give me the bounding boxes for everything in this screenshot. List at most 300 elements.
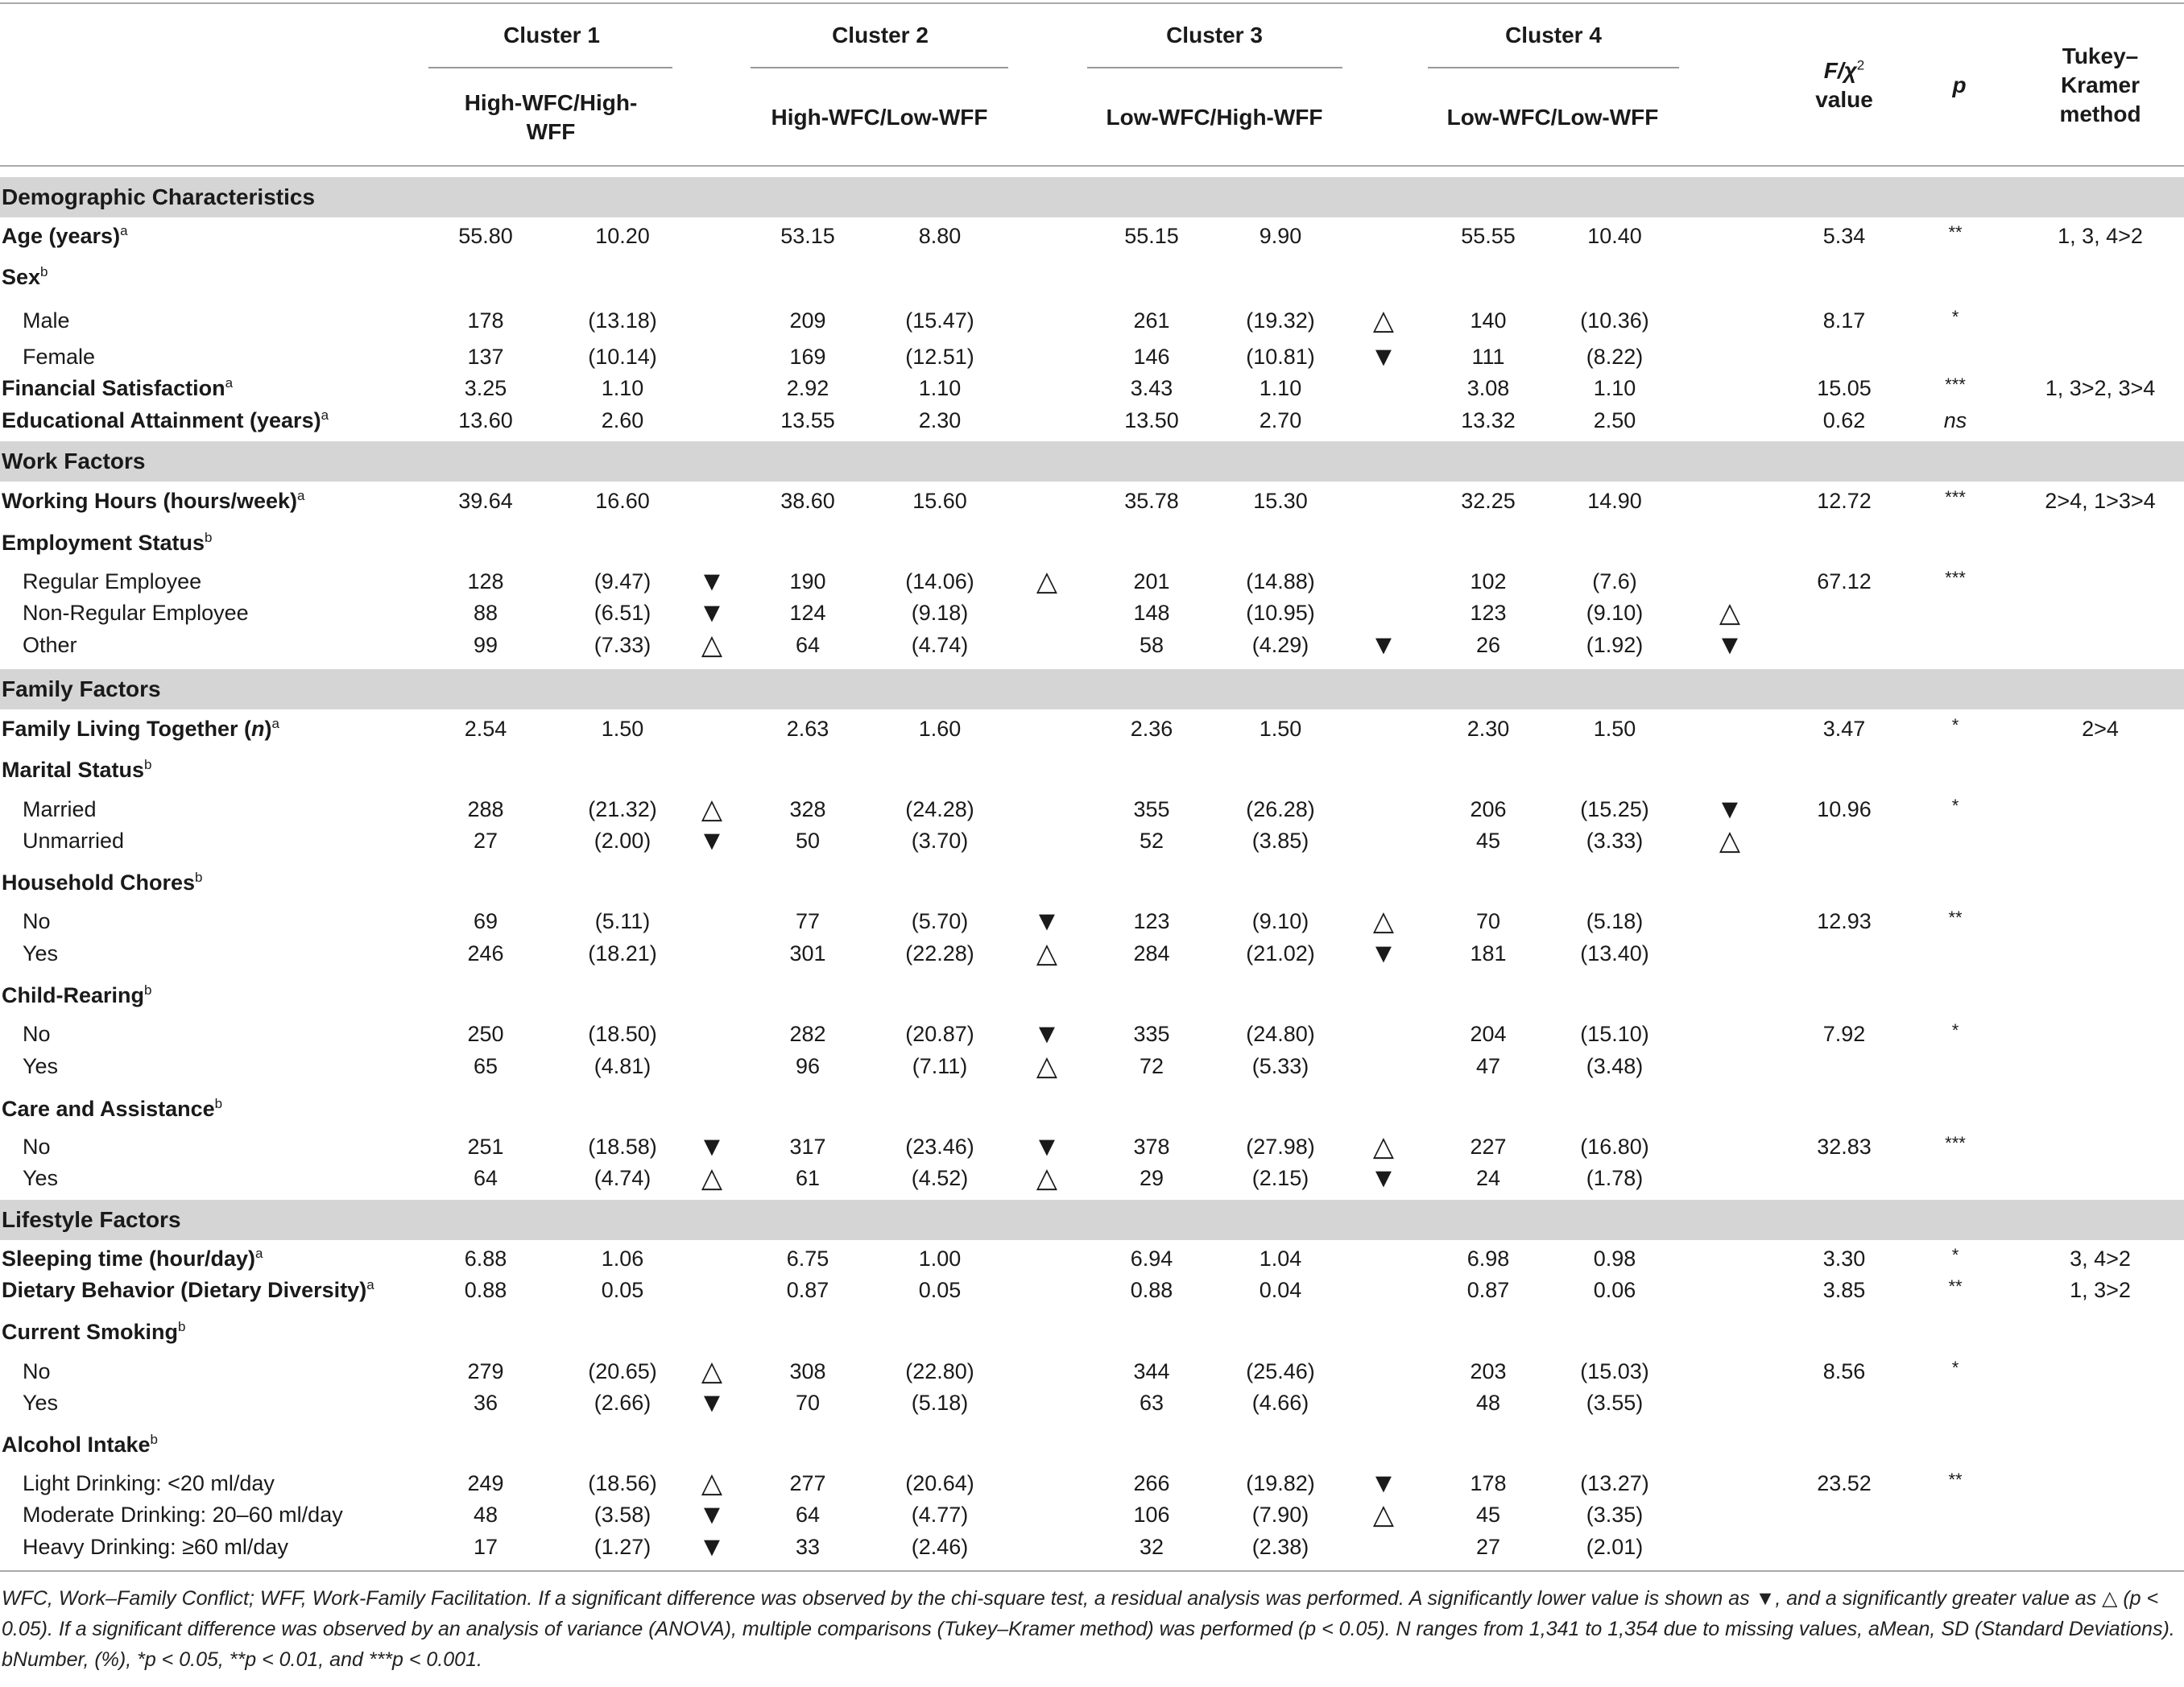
cell-value: 2.36: [1130, 717, 1173, 741]
cell-value: 70: [1475, 909, 1501, 933]
cell-value: 128: [467, 569, 504, 593]
cell-value: 0.87: [1466, 1278, 1510, 1302]
cell-value: (2.15): [1251, 1166, 1309, 1190]
cell-value: 1.10: [1259, 376, 1302, 400]
up-triangle-icon: △: [701, 1356, 723, 1387]
cluster-1-header: Cluster 1: [503, 23, 600, 48]
cell-value: (15.47): [905, 308, 974, 333]
cell-value: 29: [1139, 1166, 1164, 1190]
row-label: Household Chores$^b$: [2, 870, 203, 895]
down-triangle-icon: ▼: [1716, 794, 1743, 825]
p-value: **: [1948, 1276, 1963, 1296]
cell-value: 2.54: [464, 717, 507, 741]
tukey-value: 1, 3>2: [2070, 1278, 2131, 1302]
cell-value: 282: [789, 1022, 826, 1046]
p-value: **: [1948, 222, 1963, 242]
cell-value: 2.30: [918, 408, 962, 432]
up-triangle-icon: △: [1372, 305, 1395, 336]
cell-value: 301: [789, 941, 826, 965]
cell-value: 45: [1475, 829, 1501, 853]
down-triangle-icon: ▼: [1716, 630, 1743, 660]
row-sublabel: Regular Employee: [23, 569, 202, 593]
cell-value: (6.51): [594, 601, 651, 625]
cell-value: (3.33): [1586, 829, 1644, 853]
row-sublabel: Married: [23, 797, 97, 821]
cluster-4-subheader: Low-WFC/Low-WFF: [1446, 105, 1659, 130]
cell-value: 146: [1133, 345, 1170, 369]
up-triangle-icon: △: [1372, 1131, 1395, 1162]
cell-value: 55.15: [1124, 224, 1179, 248]
p-value: *: [1951, 1020, 1959, 1040]
p-value: **: [1948, 908, 1963, 928]
section-label: Work Factors: [2, 449, 146, 473]
cell-value: 1.00: [918, 1247, 962, 1271]
row-sublabel: No: [23, 1359, 51, 1383]
row-label: Child-Rearing$^b$: [2, 982, 152, 1007]
cell-value: 15.30: [1253, 489, 1308, 513]
cell-value: 88: [473, 601, 498, 625]
cell-value: 102: [1470, 569, 1507, 593]
cell-value: 65: [473, 1054, 498, 1078]
down-triangle-icon: ▼: [1033, 1019, 1061, 1049]
up-triangle-icon: △: [1036, 1051, 1058, 1081]
cell-value: (21.32): [588, 797, 657, 821]
row-sublabel: Male: [23, 308, 70, 333]
row-label: Financial Satisfaction$^a$: [2, 375, 234, 400]
f-value: 10.96: [1817, 797, 1872, 821]
cell-value: (2.38): [1251, 1535, 1309, 1559]
cell-value: 2.63: [786, 717, 829, 741]
down-triangle-icon: ▼: [1033, 906, 1061, 937]
cell-value: (4.74): [911, 633, 969, 657]
row-label: Sleeping time (hour/day)$^a$: [2, 1246, 263, 1271]
cell-value: 106: [1133, 1503, 1170, 1527]
cell-value: 70: [795, 1391, 821, 1415]
row-label: Current Smoking$^b$: [2, 1319, 186, 1344]
down-triangle-icon: ▼: [698, 597, 726, 628]
row-label: Working Hours (hours/week)$^a$: [2, 488, 305, 513]
cell-value: 209: [789, 308, 826, 333]
cell-value: 1.10: [1593, 376, 1636, 400]
cell-value: 3.08: [1466, 376, 1510, 400]
cell-value: (15.25): [1580, 797, 1649, 821]
cell-value: (15.10): [1580, 1022, 1649, 1046]
cell-value: 266: [1133, 1471, 1170, 1495]
cell-value: 99: [473, 633, 498, 657]
cell-value: 6.88: [464, 1247, 507, 1271]
up-triangle-icon: △: [1036, 938, 1058, 969]
f-value: 12.72: [1817, 489, 1872, 513]
row-sublabel: Light Drinking: <20 ml/day: [23, 1471, 275, 1495]
cell-value: 0.05: [601, 1278, 644, 1302]
cell-value: 72: [1139, 1054, 1164, 1078]
header-bottom-rule: [0, 165, 2184, 167]
cell-value: 13.32: [1461, 408, 1516, 432]
f-value: 8.56: [1822, 1359, 1866, 1383]
cell-value: 178: [467, 308, 504, 333]
cell-value: 335: [1133, 1022, 1170, 1046]
cell-value: 378: [1133, 1135, 1170, 1159]
cell-value: 2.70: [1259, 408, 1302, 432]
cell-value: (25.46): [1246, 1359, 1315, 1383]
cell-value: 279: [467, 1359, 504, 1383]
up-triangle-icon: △: [701, 794, 723, 825]
cell-value: 201: [1133, 569, 1170, 593]
cell-value: 206: [1470, 797, 1507, 821]
row-label: Marital Status$^b$: [2, 757, 152, 782]
cell-value: (3.48): [1586, 1054, 1644, 1078]
down-triangle-icon: ▼: [1370, 341, 1397, 372]
table-footnote: WFC, Work–Family Conflict; WFF, Work-Family Facilitation. If a significant difference was observed by the chi-square test, a residual analysis was performed. A significantly lower value is shown as ▼, and a significantly greater value as △ (p < 0.05). If a significant difference was observed by an analysis of variance (ANOVA), multiple comparisons (Tukey–Kramer method) was performed (p < 0.05). N ranges from 1,341 to 1,354 due to missing values, aMean, SD (Standard Deviations). bNumber, (%), *p < 0.05, **p < 0.01, and ***p < 0.001.: [2, 1587, 2175, 1671]
cell-value: 148: [1133, 601, 1170, 625]
cell-value: 123: [1133, 909, 1170, 933]
cell-value: (5.11): [594, 909, 651, 933]
cell-value: (18.50): [588, 1022, 657, 1046]
cell-value: (4.77): [911, 1503, 969, 1527]
cell-value: 0.87: [786, 1278, 829, 1302]
cell-value: (5.18): [1586, 909, 1644, 933]
cell-value: (20.87): [905, 1022, 974, 1046]
cell-value: (22.80): [905, 1359, 974, 1383]
cell-value: 38.60: [780, 489, 835, 513]
cell-value: 33: [795, 1535, 821, 1559]
cell-value: 13.50: [1124, 408, 1179, 432]
cell-value: 328: [789, 797, 826, 821]
cluster-1-rule: [428, 67, 672, 68]
cell-value: 178: [1470, 1471, 1507, 1495]
up-triangle-icon: △: [1719, 825, 1741, 856]
cell-value: 251: [467, 1135, 504, 1159]
cell-value: 17: [473, 1535, 498, 1559]
f-value: 3.47: [1822, 717, 1866, 741]
up-triangle-icon: △: [1372, 1499, 1395, 1530]
cell-value: (3.85): [1251, 829, 1309, 853]
cell-value: (9.47): [594, 569, 651, 593]
cell-value: 2.50: [1593, 408, 1636, 432]
f-value: 67.12: [1817, 569, 1872, 593]
cell-value: (10.14): [588, 345, 657, 369]
cell-value: (3.70): [911, 829, 969, 853]
cell-value: (22.28): [905, 941, 974, 965]
row-sublabel: Yes: [23, 1054, 59, 1078]
up-triangle-icon: △: [1036, 1163, 1058, 1193]
cell-value: 77: [795, 909, 821, 933]
cell-value: (13.18): [588, 308, 657, 333]
cell-value: 261: [1133, 308, 1170, 333]
tukey-value: 2>4, 1>3>4: [2045, 489, 2156, 513]
row-sublabel: Yes: [23, 1391, 59, 1415]
cell-value: 32: [1139, 1535, 1164, 1559]
cluster-2-subheader: High-WFC/Low-WFF: [771, 105, 988, 130]
cell-value: 317: [789, 1135, 826, 1159]
cell-value: 284: [1133, 941, 1170, 965]
cell-value: (9.18): [911, 601, 969, 625]
row-sublabel: Yes: [23, 941, 59, 965]
cell-value: 169: [789, 345, 826, 369]
cell-value: 227: [1470, 1135, 1507, 1159]
cell-value: 10.20: [595, 224, 650, 248]
up-triangle-icon: △: [701, 1163, 723, 1193]
cluster-1-subheader: High-WFC/High- WFF: [464, 90, 638, 144]
cell-value: 27: [1475, 1535, 1501, 1559]
cell-value: 1.50: [1259, 717, 1302, 741]
section-label: Lifestyle Factors: [2, 1207, 181, 1232]
row-label: Sex$^b$: [2, 264, 48, 289]
p-header: p: [1952, 72, 1967, 97]
f-value: 12.93: [1817, 909, 1872, 933]
cell-value: (4.81): [594, 1054, 651, 1078]
cell-value: 50: [795, 829, 821, 853]
cell-value: (8.22): [1586, 345, 1644, 369]
cell-value: 55.80: [458, 224, 513, 248]
row-sublabel: Non-Regular Employee: [23, 601, 249, 625]
cell-value: 1.50: [601, 717, 644, 741]
cell-value: (10.95): [1246, 601, 1315, 625]
cell-value: 36: [473, 1391, 498, 1415]
cell-value: 6.94: [1130, 1247, 1173, 1271]
cell-value: 137: [467, 345, 504, 369]
cell-value: (23.46): [905, 1135, 974, 1159]
f-chi-header: $F/\chi^2$ value: [1815, 57, 1873, 112]
cell-value: (3.55): [1586, 1391, 1644, 1415]
cell-value: 24: [1475, 1166, 1501, 1190]
cell-value: 55.55: [1461, 224, 1516, 248]
cell-value: (2.66): [594, 1391, 651, 1415]
cell-value: 249: [467, 1471, 504, 1495]
cell-value: (7.33): [594, 633, 651, 657]
p-value: *: [1951, 796, 1959, 816]
cell-value: (13.40): [1580, 941, 1649, 965]
cell-value: 355: [1133, 797, 1170, 821]
cell-value: (2.46): [911, 1535, 969, 1559]
cell-value: (7.11): [912, 1054, 968, 1078]
up-triangle-icon: △: [1719, 597, 1741, 628]
cell-value: (12.51): [905, 345, 974, 369]
cell-value: 61: [795, 1166, 821, 1190]
cell-value: (9.10): [1251, 909, 1309, 933]
cell-value: (4.29): [1251, 633, 1309, 657]
cell-value: 0.04: [1259, 1278, 1302, 1302]
cluster-3-header: Cluster 3: [1166, 23, 1263, 48]
cell-value: (3.58): [594, 1503, 651, 1527]
down-triangle-icon: ▼: [698, 1499, 726, 1530]
row-label: Care and Assistance$^b$: [2, 1096, 223, 1121]
cluster-2-header: Cluster 2: [832, 23, 929, 48]
p-value: *: [1951, 1358, 1959, 1378]
cell-value: (1.92): [1586, 633, 1644, 657]
cell-value: 45: [1475, 1503, 1501, 1527]
section-header: [0, 177, 2184, 217]
cell-value: (5.70): [911, 909, 969, 933]
row-sublabel: No: [23, 1022, 51, 1046]
table-bottom-rule: [0, 1570, 2184, 1572]
cell-value: 190: [789, 569, 826, 593]
row-sublabel: Yes: [23, 1166, 59, 1190]
up-triangle-icon: △: [1372, 906, 1395, 937]
cell-value: 0.98: [1593, 1247, 1636, 1271]
up-triangle-icon: △: [1036, 566, 1058, 597]
cell-value: 3.43: [1130, 376, 1173, 400]
cluster-3-rule: [1087, 67, 1342, 68]
cell-value: 96: [795, 1054, 821, 1078]
row-sublabel: Unmarried: [23, 829, 125, 853]
cell-value: (4.66): [1251, 1391, 1309, 1415]
cell-value: 6.75: [786, 1247, 829, 1271]
cell-value: 6.98: [1466, 1247, 1510, 1271]
cell-value: (18.58): [588, 1135, 657, 1159]
down-triangle-icon: ▼: [698, 566, 726, 597]
row-label: Alcohol Intake$^b$: [2, 1432, 158, 1457]
p-value: ***: [1945, 487, 1966, 507]
cell-value: 9.90: [1259, 224, 1302, 248]
cell-value: (26.28): [1246, 797, 1315, 821]
cell-value: 8.80: [918, 224, 962, 248]
cell-value: 64: [795, 633, 821, 657]
cell-value: (20.64): [905, 1471, 974, 1495]
cell-value: 48: [473, 1503, 498, 1527]
cell-value: 1.04: [1259, 1247, 1302, 1271]
p-value: ns: [1943, 408, 1967, 432]
cell-value: (1.27): [594, 1535, 651, 1559]
p-value: *: [1951, 307, 1959, 327]
cell-value: 3.25: [464, 376, 507, 400]
f-value: 15.05: [1817, 376, 1872, 400]
cell-value: 124: [789, 601, 826, 625]
cell-value: (5.33): [1251, 1054, 1309, 1078]
section-header: [0, 669, 2184, 709]
cell-value: 53.15: [780, 224, 835, 248]
cell-value: (27.98): [1246, 1135, 1315, 1159]
cell-value: 0.88: [1130, 1278, 1173, 1302]
tukey-value: 1, 3>2, 3>4: [2045, 376, 2156, 400]
cell-value: (4.52): [911, 1166, 969, 1190]
cell-value: 14.90: [1587, 489, 1642, 513]
cluster-4-header: Cluster 4: [1505, 23, 1602, 48]
cell-value: 35.78: [1124, 489, 1179, 513]
cell-value: (19.82): [1246, 1471, 1315, 1495]
cell-value: (24.80): [1246, 1022, 1315, 1046]
cell-value: (24.28): [905, 797, 974, 821]
row-sublabel: Moderate Drinking: 20–60 ml/day: [23, 1503, 343, 1527]
cell-value: (18.21): [588, 941, 657, 965]
cluster-2-rule: [751, 67, 1008, 68]
cell-value: 64: [473, 1166, 498, 1190]
cell-value: 111: [1471, 345, 1505, 369]
tukey-header: Tukey– Kramer method: [2059, 43, 2141, 126]
cell-value: 69: [473, 909, 498, 933]
cell-value: (9.10): [1586, 601, 1644, 625]
down-triangle-icon: ▼: [1370, 1163, 1397, 1193]
f-value: 23.52: [1817, 1471, 1872, 1495]
cell-value: 0.06: [1593, 1278, 1636, 1302]
cell-value: 48: [1475, 1391, 1501, 1415]
cell-value: 277: [789, 1471, 826, 1495]
f-value: 3.30: [1822, 1247, 1866, 1271]
cell-value: 2.30: [1466, 717, 1510, 741]
cell-value: (18.56): [588, 1471, 657, 1495]
cell-value: 1.10: [918, 376, 962, 400]
cell-value: 32.25: [1461, 489, 1516, 513]
p-value: ***: [1945, 568, 1966, 588]
cell-value: 58: [1139, 633, 1164, 657]
cell-value: 2.60: [601, 408, 644, 432]
cell-value: 63: [1139, 1391, 1164, 1415]
down-triangle-icon: ▼: [1370, 1468, 1397, 1499]
cell-value: 250: [467, 1022, 504, 1046]
cell-value: 204: [1470, 1022, 1507, 1046]
up-triangle-icon: △: [701, 630, 723, 660]
cell-value: (15.03): [1580, 1359, 1649, 1383]
f-value: 8.17: [1822, 308, 1866, 333]
cell-value: (3.35): [1586, 1503, 1644, 1527]
p-value: *: [1951, 1245, 1959, 1265]
cell-value: (14.06): [905, 569, 974, 593]
cell-value: 16.60: [595, 489, 650, 513]
f-value: 5.34: [1822, 224, 1866, 248]
row-sublabel: Female: [23, 345, 96, 369]
p-value: ***: [1945, 374, 1966, 395]
cell-value: 308: [789, 1359, 826, 1383]
cell-value: (10.81): [1246, 345, 1315, 369]
row-label: Dietary Behavior (Dietary Diversity)$^a$: [2, 1277, 374, 1302]
down-triangle-icon: ▼: [698, 1131, 726, 1162]
down-triangle-icon: ▼: [698, 825, 726, 856]
row-label: Educational Attainment (years)$^a$: [2, 407, 329, 432]
row-sublabel: Heavy Drinking: ≥60 ml/day: [23, 1535, 288, 1559]
p-value: *: [1951, 715, 1959, 735]
row-sublabel: No: [23, 909, 51, 933]
tukey-value: 2>4: [2082, 717, 2119, 741]
tukey-value: 3, 4>2: [2070, 1247, 2131, 1271]
cell-value: 64: [795, 1503, 821, 1527]
row-label: Employment Status$^b$: [2, 530, 213, 555]
cell-value: (10.36): [1580, 308, 1649, 333]
cell-value: (16.80): [1580, 1135, 1649, 1159]
section-header: [0, 1200, 2184, 1240]
cell-value: (5.18): [911, 1391, 969, 1415]
cell-value: 1.10: [601, 376, 644, 400]
cell-value: 2.92: [786, 376, 829, 400]
section-label: Family Factors: [2, 676, 161, 701]
down-triangle-icon: ▼: [698, 1532, 726, 1562]
section-label: Demographic Characteristics: [2, 184, 316, 209]
row-label: Age (years)$^a$: [2, 223, 128, 248]
cell-value: 0.05: [918, 1278, 962, 1302]
cell-value: 27: [473, 829, 498, 853]
f-value: 3.85: [1822, 1278, 1866, 1302]
cell-value: 1.06: [601, 1247, 644, 1271]
cluster-4-rule: [1428, 67, 1679, 68]
cell-value: (21.02): [1246, 941, 1315, 965]
cell-value: (1.78): [1586, 1166, 1644, 1190]
row-sublabel: No: [23, 1135, 51, 1159]
cell-value: 39.64: [458, 489, 513, 513]
top-rule: [0, 2, 2184, 4]
down-triangle-icon: ▼: [1370, 630, 1397, 660]
cell-value: 246: [467, 941, 504, 965]
cell-value: 1.50: [1593, 717, 1636, 741]
cell-value: (2.00): [594, 829, 651, 853]
cell-value: (7.90): [1251, 1503, 1309, 1527]
cell-value: 140: [1470, 308, 1507, 333]
cell-value: 181: [1470, 941, 1507, 965]
cluster-3-subheader: Low-WFC/High-WFF: [1106, 105, 1323, 130]
cell-value: 288: [467, 797, 504, 821]
cell-value: (14.88): [1246, 569, 1315, 593]
f-value: 7.92: [1822, 1022, 1866, 1046]
section-header: [0, 441, 2184, 482]
cell-value: (19.32): [1246, 308, 1315, 333]
